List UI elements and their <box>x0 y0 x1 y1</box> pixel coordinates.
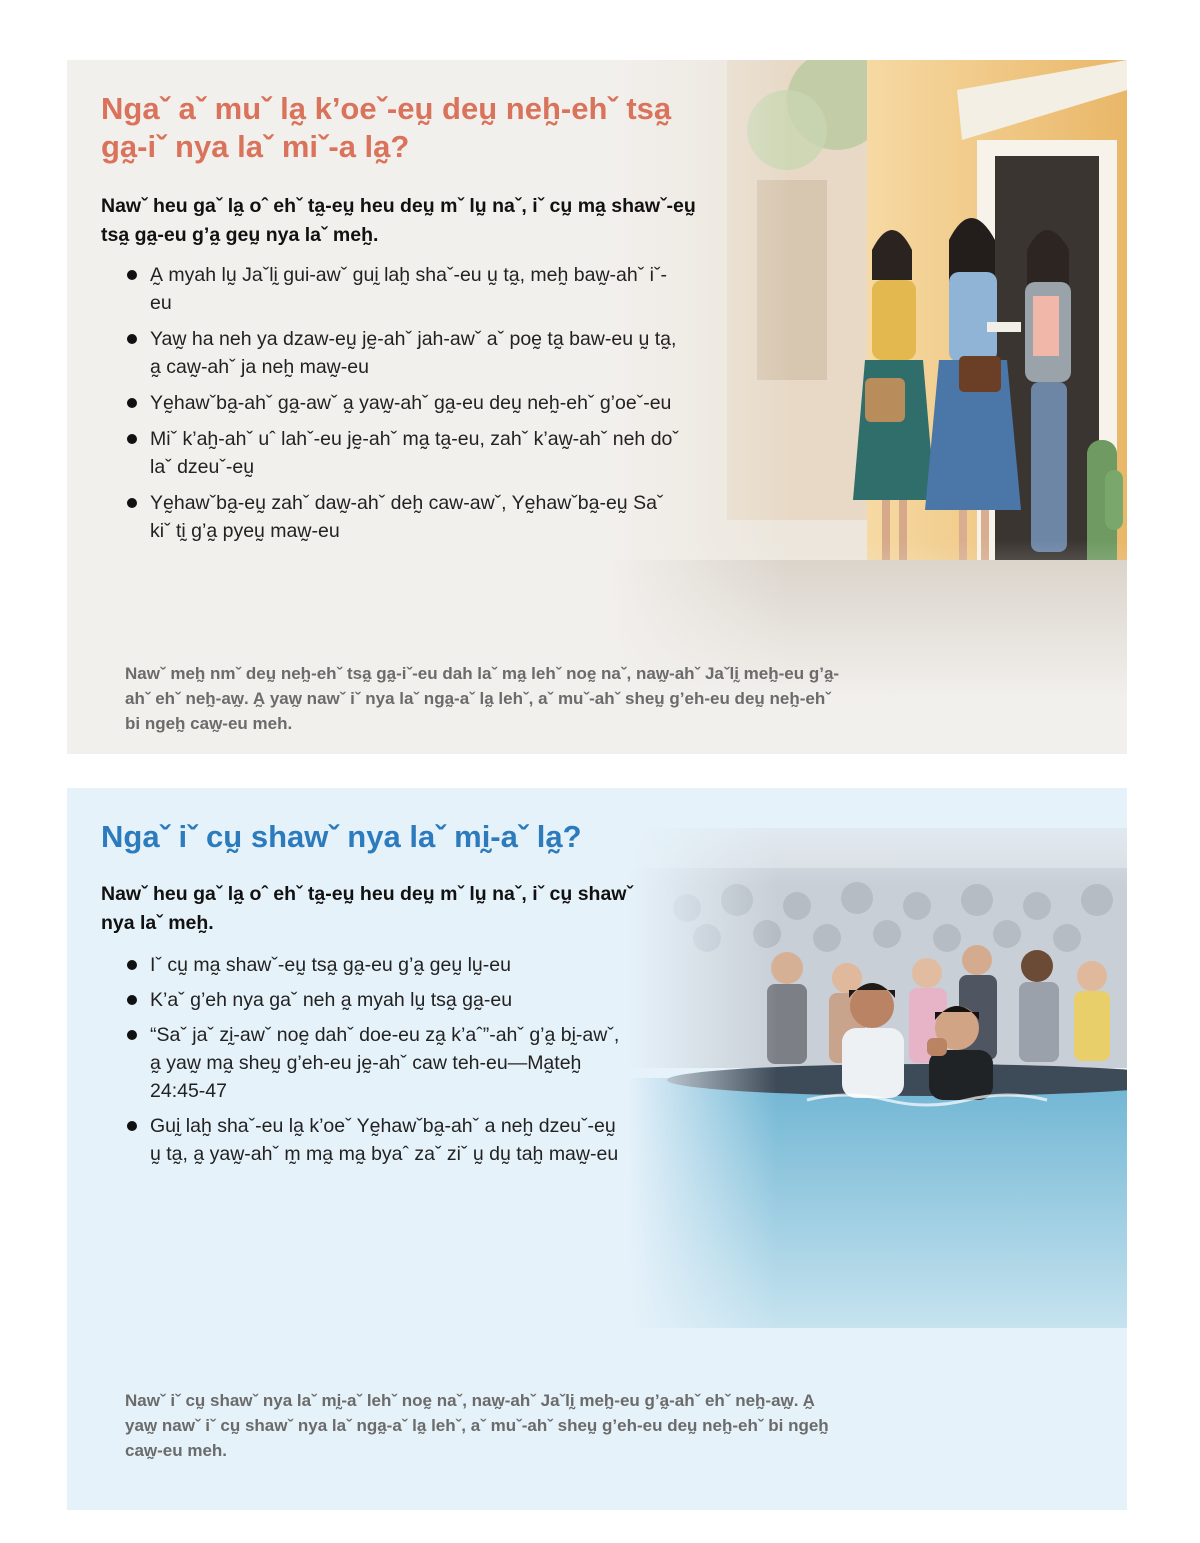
list-item <box>125 261 685 317</box>
list-item-text: Yaw̰ ha neh ya dzaw-eṵ jḛ-ahˇ jah-awˇ aˇ poḛ ta̰ baw-eu ṵ ta̰, a̰ caw̰-ahˇ ja neh̰ maw̰-eu <box>150 328 677 378</box>
list-item-text: K’aˇ g’eh nya gaˇ neh a̰ myah lṵ tsa̰ ga̰-eu <box>150 989 513 1011</box>
list-item-text: “Saˇ jaˇ zḭ-awˇ noḛ dahˇ doe-eu za̰ k’aˆ”-ahˇ g’a̰ bḭ-awˇ, a̰ yaw̰ ma̰ sheṵ g’eh-eu jḛ-ahˇ caw teh-eu—Ma̰teh̰ 24:45-47 <box>150 1024 620 1102</box>
list-item-text: Yḛhawˇba̰-eṵ zahˇ daw̰-ahˇ deh̰ caw-awˇ, Yḛhawˇba̰-eṵ Saˇ kiˇ tḭ g’a̰ pyeṵ maw̰-eu <box>150 492 664 542</box>
section-baptism <box>67 788 1127 1510</box>
list-item-text: A̰ myah lṵ Jaˇlḭ gui-awˇ guḭ lah̰ shaˇ-eu ṵ ta̰, meh̰ baw̰-ahˇ iˇ-eu <box>150 264 667 314</box>
list-item <box>125 489 685 545</box>
bullet-icon <box>127 398 137 408</box>
bullet-icon <box>127 334 137 344</box>
section-title: Ngaˇ iˇ cṵ shawˇ nya laˇ mḭ-aˇ la̰? <box>101 819 582 854</box>
list-item <box>125 425 685 481</box>
section-title: Ngaˇ aˇ muˇ la̰ k’oeˇ-eṵ deṵ neh̰-ehˇ tsa̰ ga̰-iˇ nya laˇ miˇ-a la̰? <box>101 91 672 164</box>
bullet-icon <box>127 1030 137 1040</box>
bullet-list <box>125 951 625 1175</box>
list-item <box>125 325 685 381</box>
list-item-text: Iˇ cṵ ma̰ shawˇ-eṵ tsa̰ ga̰-eu g’a̰ geṵ lṵ-eu <box>150 954 511 976</box>
list-item <box>125 951 625 979</box>
section-intro: Nawˇ heu gaˇ la̰ oˆ ehˇ ta̰-eṵ heu deṵ mˇ lṵ naˇ, iˇ cṵ ma̰ shawˇ-eṵ tsa̰ ga̰-eu g’a̰ geṵ nya laˇ meh̰. <box>101 195 696 246</box>
section-intro: Nawˇ heu gaˇ la̰ oˆ ehˇ ta̰-eṵ heu deṵ mˇ lṵ naˇ, iˇ cṵ shawˇ nya laˇ meh̰. <box>101 883 633 934</box>
bullet-icon <box>127 995 137 1005</box>
section-door-to-door <box>67 60 1127 754</box>
list-item-text: Miˇ k’ah̰-ahˇ uˆ lahˇ-eu jḛ-ahˇ ma̰ ta̰-eu, zahˇ k’aw̰-ahˇ neh doˇ laˇ dzeuˇ-eṵ <box>150 428 679 478</box>
list-item <box>125 986 625 1014</box>
list-item-text: Yḛhawˇba̰-ahˇ ga̰-awˇ a̰ yaw̰-ahˇ ga̰-eu deṵ neh̰-ehˇ g’oeˇ-eu <box>150 392 672 414</box>
bullet-list <box>125 261 685 553</box>
list-item <box>125 389 685 417</box>
bullet-icon <box>127 960 137 970</box>
bullet-icon <box>127 434 137 444</box>
list-item-text: Guḭ lah̰ shaˇ-eu la̰ k’oeˇ Yḛhawˇba̰-ahˇ a neh̰ dzeuˇ-eṵ ṵ ta̰, a̰ yaw̰-ahˇ m̰ ma̰ ma̰ byaˆ zaˇ ziˇ ṵ dṵ tah̰ maw̰-eu <box>150 1115 619 1165</box>
section-footnote: Nawˇ meh̰ nmˇ deṵ neh̰-ehˇ tsa̰ ga̰-iˇ-eu dah laˇ ma̰ lehˇ noḛ naˇ, naw̰-ahˇ Jaˇlḭ meh̰-eu g’a̰-ahˇ ehˇ neh̰-aw̰. A̰ yaw̰ nawˇ iˇ nya laˇ nga̰-aˇ la̰ lehˇ, aˇ muˇ-ahˇ sheṵ g’eh-eu deṵ neh̰-ehˇ bi ngeh̰ caw̰-eu meh. <box>125 664 840 733</box>
list-item <box>125 1112 625 1168</box>
section-footnote: Nawˇ iˇ cṵ shawˇ nya laˇ mḭ-aˇ lehˇ noḛ naˇ, naw̰-ahˇ Jaˇlḭ meh̰-eu g’a̰-ahˇ ehˇ neh̰-aw̰. A̰ yaw̰ nawˇ iˇ cṵ shawˇ nya laˇ nga̰-aˇ la̰ lehˇ, aˇ muˇ-ahˇ sheṵ g’eh-eu deṵ neh̰-ehˇ bi ngeh̰ caw̰-eu meh. <box>125 1391 829 1460</box>
bullet-icon <box>127 1121 137 1131</box>
baptism-illustration <box>627 788 1127 1328</box>
bullet-icon <box>127 270 137 280</box>
bullet-icon <box>127 498 137 508</box>
list-item <box>125 1021 625 1105</box>
